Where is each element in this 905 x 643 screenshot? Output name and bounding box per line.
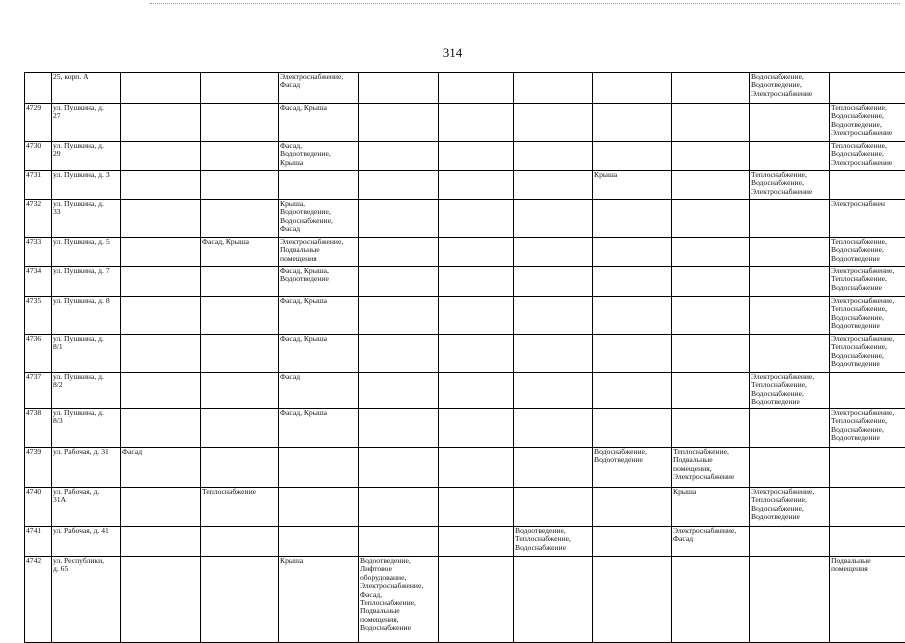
work-type-cell (750, 297, 830, 335)
table-row (25, 297, 905, 335)
work-type-cell (593, 557, 672, 643)
work-type-cell: Фасад, Крыша (279, 409, 359, 448)
work-type-cell (750, 104, 830, 142)
work-type-cell (514, 373, 593, 409)
address-cell: ул. Пушкина, д. 8/1 (52, 335, 121, 373)
work-type-cell (121, 104, 201, 142)
work-type-cell (279, 488, 359, 527)
work-type-cell (830, 488, 905, 527)
address-cell: ул. Пушкина, д. 8 (52, 297, 121, 335)
address-cell: ул. Республики, д. 65 (52, 557, 121, 643)
row-number-cell: 4742 (25, 557, 52, 643)
work-type-cell (439, 297, 514, 335)
work-type-cell (750, 142, 830, 171)
row-number-cell: 4735 (25, 297, 52, 335)
work-type-cell (514, 557, 593, 643)
work-type-cell (830, 448, 905, 488)
work-type-cell (121, 171, 201, 200)
work-type-cell (672, 297, 750, 335)
work-type-cell: Теплоснабжение (201, 488, 279, 527)
row-number-cell: 4729 (25, 104, 52, 142)
table-row (25, 448, 905, 488)
row-number-cell: 4736 (25, 335, 52, 373)
work-type-cell (750, 409, 830, 448)
work-type-cell (201, 200, 279, 238)
work-type-cell (830, 527, 905, 557)
work-type-cell (279, 527, 359, 557)
work-type-cell (672, 238, 750, 267)
work-type-cell (201, 171, 279, 200)
row-number-cell: 4737 (25, 373, 52, 409)
work-type-cell (201, 448, 279, 488)
work-type-cell (750, 557, 830, 643)
work-type-cell: Электроснабжение, Теплоснабжение, Водоснабжение, Водоотведение (830, 335, 905, 373)
work-type-cell: Электроснабжение, Теплоснабжение, Водоснабжение (830, 267, 905, 297)
work-type-cell: Электроснабжен (830, 200, 905, 238)
work-type-cell (514, 488, 593, 527)
work-type-cell (439, 171, 514, 200)
work-type-cell (201, 527, 279, 557)
work-type-cell: Теплоснабжение, Водоснабжение, Водоотведение (830, 238, 905, 267)
work-type-cell: Фасад (121, 448, 201, 488)
work-type-cell (121, 335, 201, 373)
work-type-cell (359, 373, 439, 409)
work-type-cell (439, 373, 514, 409)
work-type-cell (439, 238, 514, 267)
work-type-cell (201, 409, 279, 448)
work-type-cell (439, 448, 514, 488)
work-type-cell (593, 200, 672, 238)
work-type-cell (672, 200, 750, 238)
row-number-cell: 4733 (25, 238, 52, 267)
work-type-cell (672, 409, 750, 448)
work-type-cell (201, 373, 279, 409)
work-type-cell (439, 200, 514, 238)
row-number-cell: 4734 (25, 267, 52, 297)
work-type-cell (593, 238, 672, 267)
work-type-cell: Крыша (672, 488, 750, 527)
work-type-cell (514, 104, 593, 142)
row-number-cell: 4730 (25, 142, 52, 171)
work-type-cell (121, 557, 201, 643)
work-type-cell (359, 73, 439, 104)
work-type-cell (672, 171, 750, 200)
work-type-cell (514, 448, 593, 488)
work-type-cell (439, 488, 514, 527)
work-type-cell (359, 297, 439, 335)
work-type-cell (359, 488, 439, 527)
work-type-cell (593, 527, 672, 557)
work-type-cell (514, 267, 593, 297)
work-type-cell: Электроснабжение, Фасад (279, 73, 359, 104)
work-type-cell (201, 104, 279, 142)
work-type-cell (750, 335, 830, 373)
work-type-cell (201, 335, 279, 373)
work-type-cell (750, 238, 830, 267)
address-cell: ул. Пушкина, д. 8/3 (52, 409, 121, 448)
table-row (25, 409, 905, 448)
work-type-cell (359, 142, 439, 171)
address-cell: ул. Пушкина, д. 7 (52, 267, 121, 297)
work-type-cell (830, 171, 905, 200)
work-type-cell (514, 409, 593, 448)
table-row (25, 171, 905, 200)
work-type-cell (439, 557, 514, 643)
table-row (25, 527, 905, 557)
work-type-cell (439, 73, 514, 104)
address-cell: ул. Пушкина, д. 27 (52, 104, 121, 142)
row-number-cell: 4740 (25, 488, 52, 527)
work-type-cell: Теплоснабжение, Подвальные помещения, Электроснабжение (672, 448, 750, 488)
work-type-cell (593, 104, 672, 142)
table-row (25, 488, 905, 527)
work-type-cell (593, 297, 672, 335)
work-type-cell (672, 557, 750, 643)
row-number-cell (25, 73, 52, 104)
work-type-cell (359, 267, 439, 297)
work-type-cell (750, 267, 830, 297)
work-type-cell: Электроснабжение, Теплоснабжение, Водоснабжение, Водоотведение (830, 409, 905, 448)
work-type-cell (121, 527, 201, 557)
work-type-cell: Фасад, Крыша (279, 297, 359, 335)
table-row (25, 335, 905, 373)
work-type-cell: Подвальные помещения (830, 557, 905, 643)
work-type-cell (830, 373, 905, 409)
row-number-cell: 4732 (25, 200, 52, 238)
work-type-cell (359, 448, 439, 488)
row-number-cell: 4739 (25, 448, 52, 488)
address-cell: ул. Пушкина, д. 29 (52, 142, 121, 171)
work-type-cell (439, 104, 514, 142)
work-type-cell (121, 200, 201, 238)
work-type-cell (593, 409, 672, 448)
work-type-cell: Фасад, Водоотведение, Крыша (279, 142, 359, 171)
work-type-cell (439, 335, 514, 373)
work-type-cell (279, 448, 359, 488)
work-type-cell (750, 200, 830, 238)
work-type-cell: Электроснабжение, Теплоснабжение, Водоснабжение, Водоотведение (750, 488, 830, 527)
work-type-cell: Электроснабжение, Подвальные помещения (279, 238, 359, 267)
work-type-cell (439, 409, 514, 448)
work-type-cell (359, 104, 439, 142)
work-type-cell: Фасад (279, 373, 359, 409)
work-type-cell (359, 171, 439, 200)
work-type-cell (121, 409, 201, 448)
address-cell: 25, корп. А (52, 73, 121, 104)
work-type-cell: Крыша (593, 171, 672, 200)
work-type-cell: Теплоснабжение, Водоснабжение, Электроснабжение (830, 142, 905, 171)
work-type-cell (439, 142, 514, 171)
work-type-cell (201, 73, 279, 104)
work-type-cell (121, 373, 201, 409)
work-type-cell: Фасад, Крыша (279, 335, 359, 373)
work-type-cell (359, 238, 439, 267)
address-cell: ул. Пушкина, д. 3 (52, 171, 121, 200)
work-type-cell (201, 557, 279, 643)
work-type-cell (830, 73, 905, 104)
address-cell: ул. Рабочая, д. 31 (52, 448, 121, 488)
work-type-cell (672, 267, 750, 297)
work-type-cell (279, 171, 359, 200)
work-type-cell: Крыша, Водоотведение, Водоснабжение, Фасад (279, 200, 359, 238)
work-type-cell (359, 527, 439, 557)
work-type-cell: Теплоснабжение, Водоснабжение, Водоотведение, Электроснабжение (830, 104, 905, 142)
work-type-cell (672, 104, 750, 142)
work-type-cell: Электроснабжение, Теплоснабжение, Водоснабжение, Водоотведение (750, 373, 830, 409)
work-type-cell (359, 335, 439, 373)
work-type-cell (121, 297, 201, 335)
work-type-cell (121, 267, 201, 297)
work-type-cell (593, 73, 672, 104)
row-number-cell: 4731 (25, 171, 52, 200)
address-cell: ул. Пушкина, д. 8/2 (52, 373, 121, 409)
work-type-cell (593, 335, 672, 373)
work-type-cell: Электроснабжение, Фасад (672, 527, 750, 557)
work-type-cell (593, 267, 672, 297)
address-cell: ул. Рабочая, д. 41 (52, 527, 121, 557)
work-type-cell: Крыша (279, 557, 359, 643)
work-type-cell (121, 142, 201, 171)
work-type-cell (359, 200, 439, 238)
scan-artifact-line (150, 3, 900, 4)
work-type-cell (514, 73, 593, 104)
row-number-cell: 4738 (25, 409, 52, 448)
work-type-cell: Фасад, Крыша (279, 104, 359, 142)
address-cell: ул. Пушкина, д. 5 (52, 238, 121, 267)
work-type-cell (121, 73, 201, 104)
work-type-cell: Фасад, Крыша, Водоотведение (279, 267, 359, 297)
work-type-cell (672, 142, 750, 171)
work-type-cell (439, 267, 514, 297)
work-type-cell: Водоотведение, Лифтовое оборудование, Электроснабжение, Фасад, Теплоснабжение, Подвальные помещения, Водоснабжение (359, 557, 439, 643)
work-type-cell (201, 267, 279, 297)
table-row (25, 238, 905, 267)
work-type-cell (514, 238, 593, 267)
work-type-cell (672, 335, 750, 373)
work-type-cell (359, 409, 439, 448)
work-type-cell: Водоснабжение, Водоотведение (593, 448, 672, 488)
work-type-cell (514, 200, 593, 238)
address-cell: ул. Пушкина, д. 33 (52, 200, 121, 238)
work-type-cell (593, 488, 672, 527)
work-type-cell (514, 335, 593, 373)
work-type-cell (750, 527, 830, 557)
table-row (25, 104, 905, 142)
work-type-cell (593, 142, 672, 171)
work-type-cell (439, 527, 514, 557)
work-type-cell (672, 73, 750, 104)
work-type-cell: Водоотведение, Теплоснабжение, Водоснабжение (514, 527, 593, 557)
address-cell: ул. Рабочая, д. 31А (52, 488, 121, 527)
work-type-cell (121, 488, 201, 527)
work-type-cell (514, 297, 593, 335)
work-type-cell: Теплоснабжение, Водоснабжение, Электроснабжение (750, 171, 830, 200)
work-type-cell (121, 238, 201, 267)
table-row (25, 557, 905, 643)
table-row (25, 267, 905, 297)
row-number-cell: 4741 (25, 527, 52, 557)
work-type-cell (750, 448, 830, 488)
table-row (25, 142, 905, 171)
work-type-cell (201, 142, 279, 171)
work-type-cell (514, 142, 593, 171)
work-type-cell (672, 373, 750, 409)
page-number: 314 (0, 45, 905, 61)
work-type-cell: Водоснабжение, Водоотведение, Электроснабжение (750, 73, 830, 104)
table-row (25, 200, 905, 238)
work-type-cell: Фасад, Крыша (201, 238, 279, 267)
table-row (25, 73, 905, 104)
work-type-cell (514, 171, 593, 200)
table-row (25, 373, 905, 409)
work-type-cell: Электроснабжение, Теплоснабжение, Водоснабжение, Водоотведение (830, 297, 905, 335)
work-type-cell (593, 373, 672, 409)
work-type-cell (201, 297, 279, 335)
capital-repair-table (24, 72, 905, 643)
